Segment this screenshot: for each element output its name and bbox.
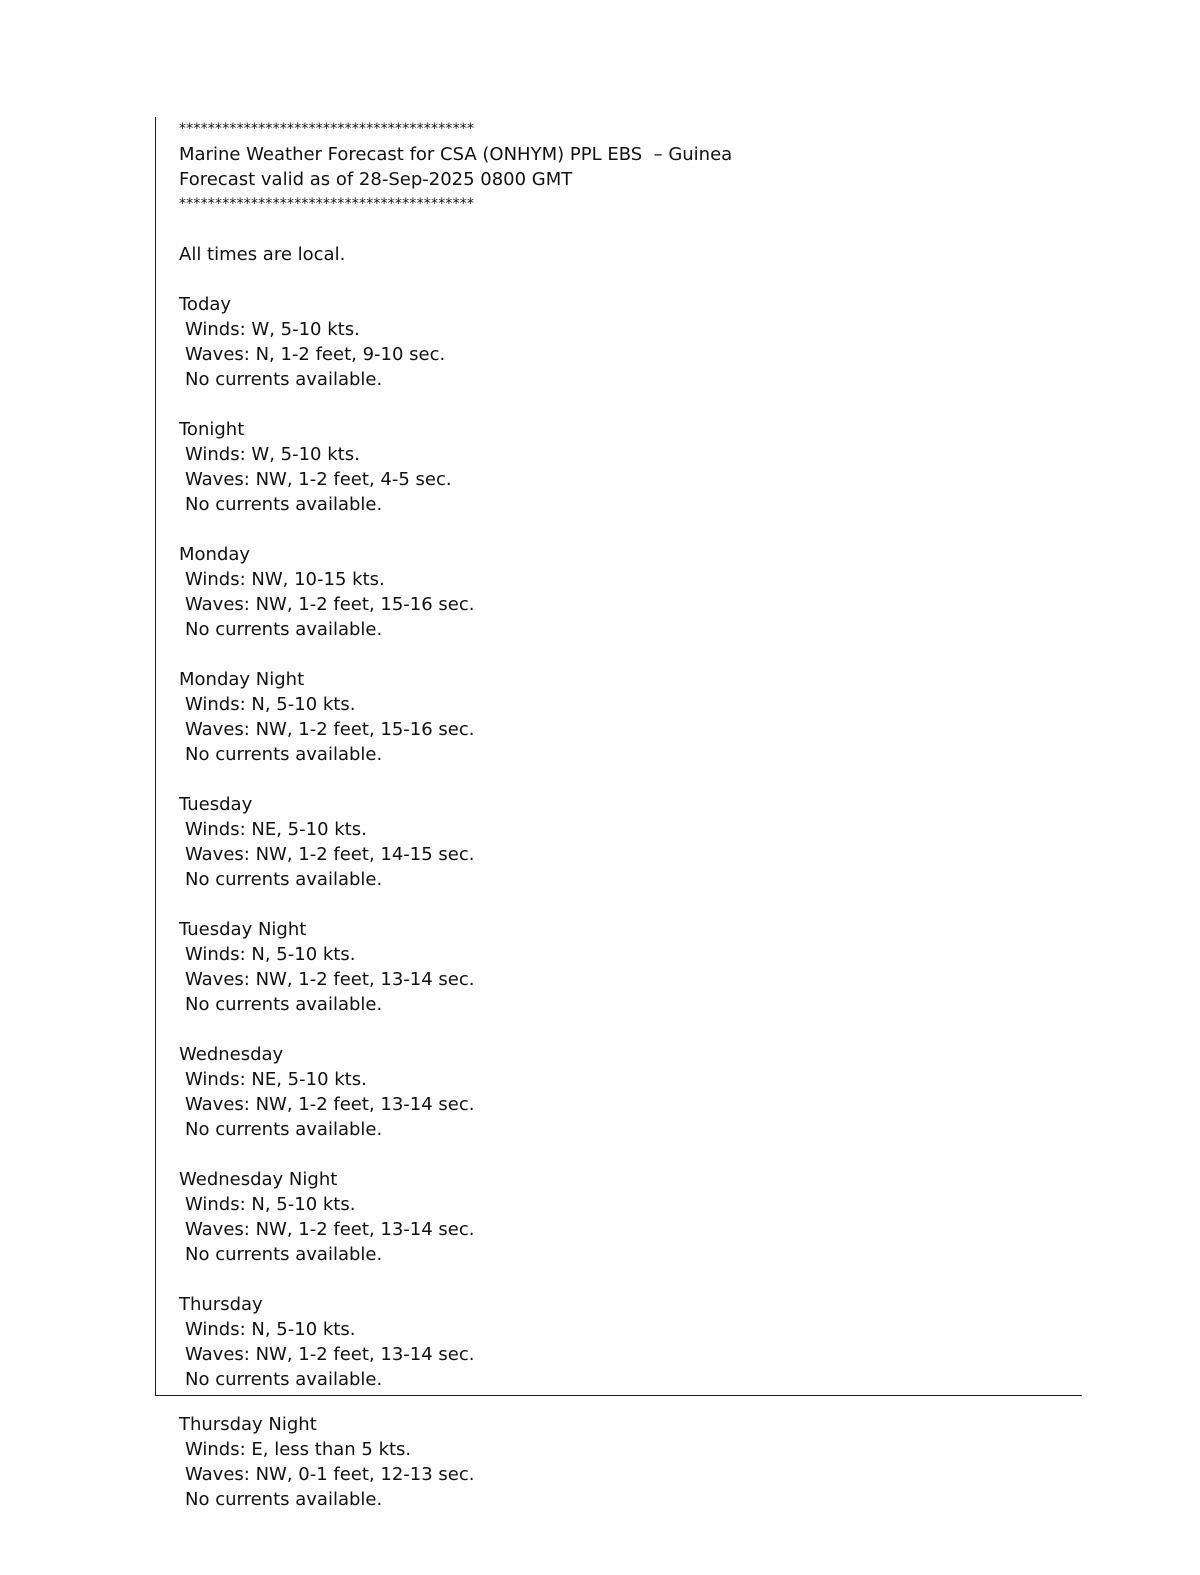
spacer [179,1142,1059,1167]
period-winds: Winds: NE, 5-10 kts. [185,1069,367,1090]
forecast-period [179,417,1059,542]
spacer [179,392,1059,417]
frame-bottom-rule [155,1395,1082,1396]
times-note: All times are local. [179,244,346,265]
spacer [179,767,1059,792]
period-name: Wednesday Night [179,1169,338,1190]
forecast-valid-time: Forecast valid as of 28-Sep-2025 0800 GMT [179,169,573,190]
forecast-period [179,917,1059,1042]
period-currents: No currents available. [185,1244,383,1265]
period-name: Today [179,294,232,315]
period-winds: Winds: N, 5-10 kts. [185,1319,356,1340]
spacer [179,892,1059,917]
period-winds: Winds: W, 5-10 kts. [185,444,360,465]
forecast-period [179,1292,1059,1392]
period-winds: Winds: W, 5-10 kts. [185,319,360,340]
period-name: Monday Night [179,669,305,690]
period-winds: Winds: E, less than 5 kts. [185,1439,412,1460]
period-name: Wednesday [179,1044,284,1065]
period-name: Monday [179,544,251,565]
spacer [179,267,1059,292]
spacer [179,1017,1059,1042]
period-currents: No currents available. [185,1489,383,1510]
spacer [179,517,1059,542]
period-waves: Waves: NW, 1-2 feet, 13-14 sec. [185,969,475,990]
period-name: Tuesday Night [179,919,307,940]
period-currents: No currents available. [185,744,383,765]
period-currents: No currents available. [185,494,383,515]
period-name: Tonight [179,419,245,440]
period-currents: No currents available. [185,1369,383,1390]
period-currents: No currents available. [185,369,383,390]
header-stars-bottom: ***************************************** [179,196,475,212]
period-waves: Waves: NW, 1-2 feet, 15-16 sec. [185,719,475,740]
period-currents: No currents available. [185,869,383,890]
spacer [179,217,1059,242]
frame-left-rule [155,117,156,1396]
period-waves: Waves: NW, 1-2 feet, 15-16 sec. [185,594,475,615]
header-stars-top: ***************************************** [179,121,475,137]
period-winds: Winds: N, 5-10 kts. [185,1194,356,1215]
period-currents: No currents available. [185,994,383,1015]
forecast-overflow-content [179,1412,1059,1512]
period-waves: Waves: NW, 0-1 feet, 12-13 sec. [185,1464,475,1485]
period-waves: Waves: NW, 1-2 feet, 13-14 sec. [185,1344,475,1365]
forecast-period [179,1167,1059,1292]
forecast-period [179,542,1059,667]
period-name: Thursday [179,1294,263,1315]
period-waves: Waves: NW, 1-2 feet, 14-15 sec. [185,844,475,865]
period-winds: Winds: NE, 5-10 kts. [185,819,367,840]
forecast-title: Marine Weather Forecast for CSA (ONHYM) PPL EBS – Guinea [179,144,733,165]
period-currents: No currents available. [185,619,383,640]
period-name: Tuesday [179,794,253,815]
period-winds: Winds: N, 5-10 kts. [185,944,356,965]
period-name: Thursday Night [179,1414,317,1435]
forecast-content [179,117,1059,1392]
period-waves: Waves: NW, 1-2 feet, 13-14 sec. [185,1094,475,1115]
period-waves: Waves: N, 1-2 feet, 9-10 sec. [185,344,446,365]
spacer [179,1267,1059,1292]
forecast-period [179,1412,1059,1512]
forecast-period [179,1042,1059,1167]
period-waves: Waves: NW, 1-2 feet, 13-14 sec. [185,1219,475,1240]
forecast-period [179,792,1059,917]
period-currents: No currents available. [185,1119,383,1140]
forecast-period [179,292,1059,417]
period-winds: Winds: NW, 10-15 kts. [185,569,385,590]
forecast-period [179,667,1059,792]
period-winds: Winds: N, 5-10 kts. [185,694,356,715]
spacer [179,642,1059,667]
period-waves: Waves: NW, 1-2 feet, 4-5 sec. [185,469,452,490]
